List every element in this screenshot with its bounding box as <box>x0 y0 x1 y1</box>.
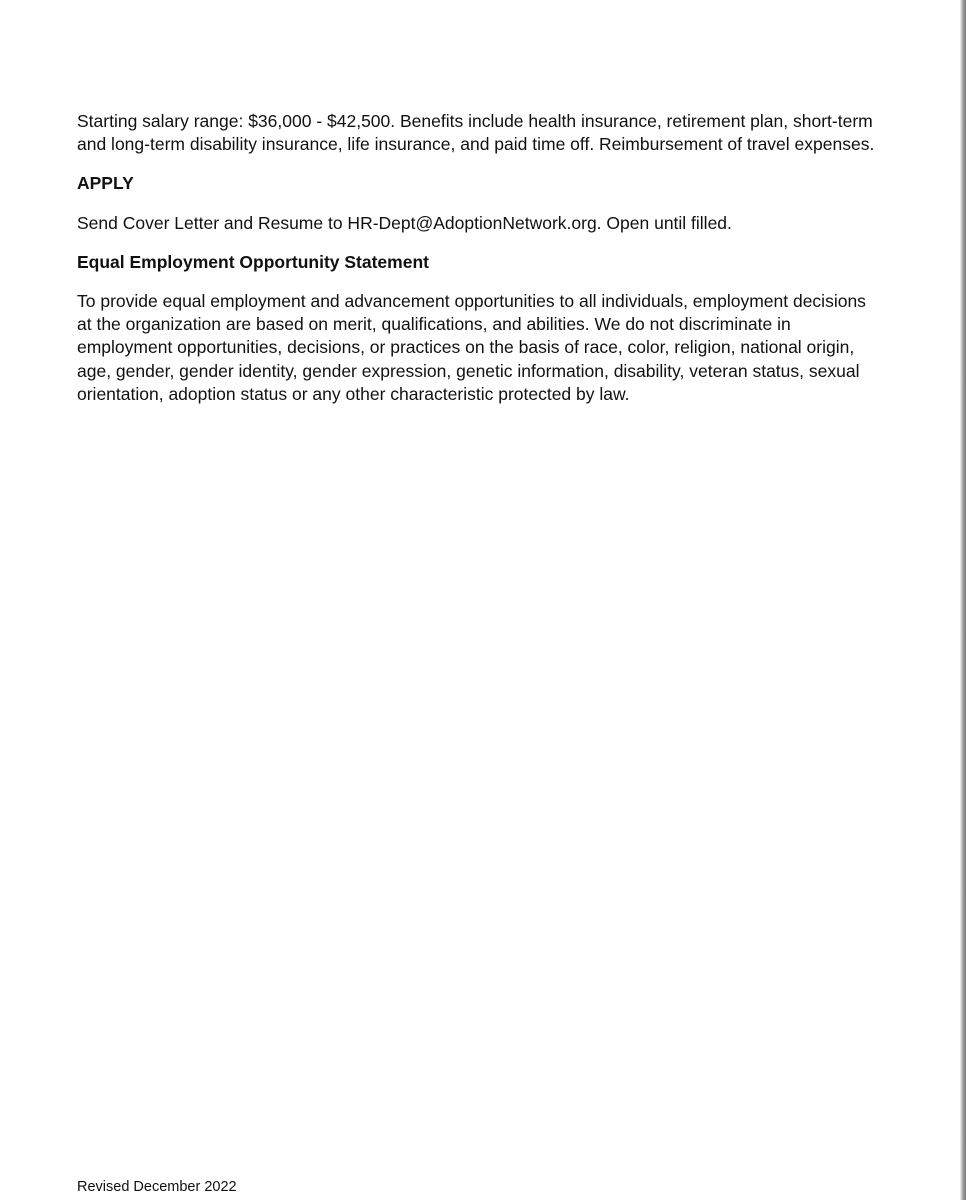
eeo-statement-paragraph: To provide equal employment and advancement opportunities to all individuals, employment decisions at the organization are based on merit, qualifications, and abilities. We do not discriminate in employment opportunities, decisions, or practices on the basis of race, color, religion, national origin, age, gender, gender identity, gender expression, genetic information, disability, veteran status, sexual orientation, adoption status or any other characteristic protected by law. <box>77 291 866 404</box>
apply-instructions-paragraph: Send Cover Letter and Resume to HR-Dept@AdoptionNetwork.org. Open until filled. <box>77 212 732 233</box>
revision-footer: Revised December 2022 <box>77 1179 237 1195</box>
salary-benefits-paragraph: Starting salary range: $36,000 - $42,500. Benefits include health insurance, retirement plan, short-term and long-term disability insurance, life insurance, and paid time off. Reimbursement of travel expenses. <box>77 111 875 155</box>
eeo-heading: Equal Employment Opportunity Statement <box>77 251 429 272</box>
page-edge-shadow <box>960 0 966 1200</box>
document-body <box>77 110 882 422</box>
apply-heading: APPLY <box>77 173 134 194</box>
